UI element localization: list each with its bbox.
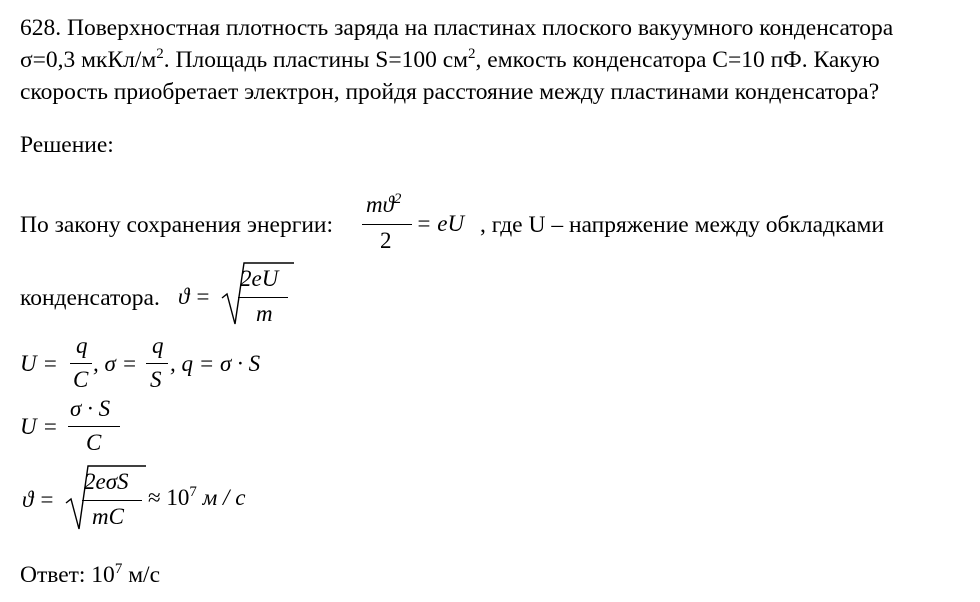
problem-line-1: 628. Поверхностная плотность заряда на пластинах плоского вакуумного конденсатора (20, 15, 894, 41)
u-den: C (73, 367, 89, 392)
fraction-bar (82, 500, 142, 501)
final-den: mC (92, 504, 124, 529)
energy-frac-den: 2 (380, 228, 392, 253)
fraction-bar (238, 297, 288, 298)
energy-frac-num (366, 192, 401, 218)
energy-text-before: По закону сохранения энергии: (20, 212, 334, 238)
superscript: 7 (189, 484, 197, 500)
sigma-num: q (152, 333, 164, 358)
voltage-num: σ · S (70, 396, 111, 421)
problem-line-3: скорость приобретает электрон, пройдя расстояние между пластинами конденсатора? (20, 79, 880, 105)
fraction-bar (70, 363, 92, 364)
superscript: 2 (393, 191, 402, 207)
u-num: q (76, 333, 88, 358)
sigma-lhs: , σ = (93, 351, 138, 376)
final-approx (148, 485, 245, 511)
final-num: 2eσS (84, 469, 129, 494)
answer-label: Ответ: 10 (20, 562, 115, 588)
problem-statement (20, 12, 965, 108)
fraction-bar (362, 224, 412, 225)
fraction-bar (68, 426, 120, 427)
problem-line-2-part-b: . Площадь пластины S=100 см (163, 47, 469, 73)
problem-line-2-part-c: , емкость конденсатора C=10 пФ. Какую (475, 47, 880, 73)
superscript: 2 (468, 46, 476, 62)
u-lhs: U = (20, 351, 58, 376)
energy-frac-num-text: mϑ (366, 192, 394, 217)
energy-text-next-line: конденсатора. (20, 285, 160, 311)
problem-line-2-part-a: σ=0,3 мкКл/м (20, 47, 157, 73)
answer (20, 562, 160, 589)
fraction-bar (146, 363, 168, 364)
energy-rhs: = eU (416, 211, 465, 236)
sigma-den: S (150, 367, 162, 392)
q-expression: , q = σ · S (170, 351, 261, 376)
final-approx-value: ≈ 10 (148, 485, 190, 510)
velocity-num: 2eU (240, 266, 279, 291)
final-units: м / с (202, 485, 246, 510)
problem-line-2 (20, 44, 965, 76)
voltage-den: C (86, 430, 102, 455)
energy-text-after: , где U – напряжение между обкладками (480, 212, 884, 238)
voltage-lhs: U = (20, 414, 58, 439)
superscript: 2 (156, 46, 164, 62)
superscript: 7 (114, 561, 123, 577)
solution-heading: Решение: (20, 132, 114, 158)
velocity-den: m (256, 301, 273, 326)
answer-units: м/с (122, 562, 161, 588)
velocity-lhs: ϑ = (178, 284, 211, 309)
final-lhs: ϑ = (22, 487, 55, 512)
